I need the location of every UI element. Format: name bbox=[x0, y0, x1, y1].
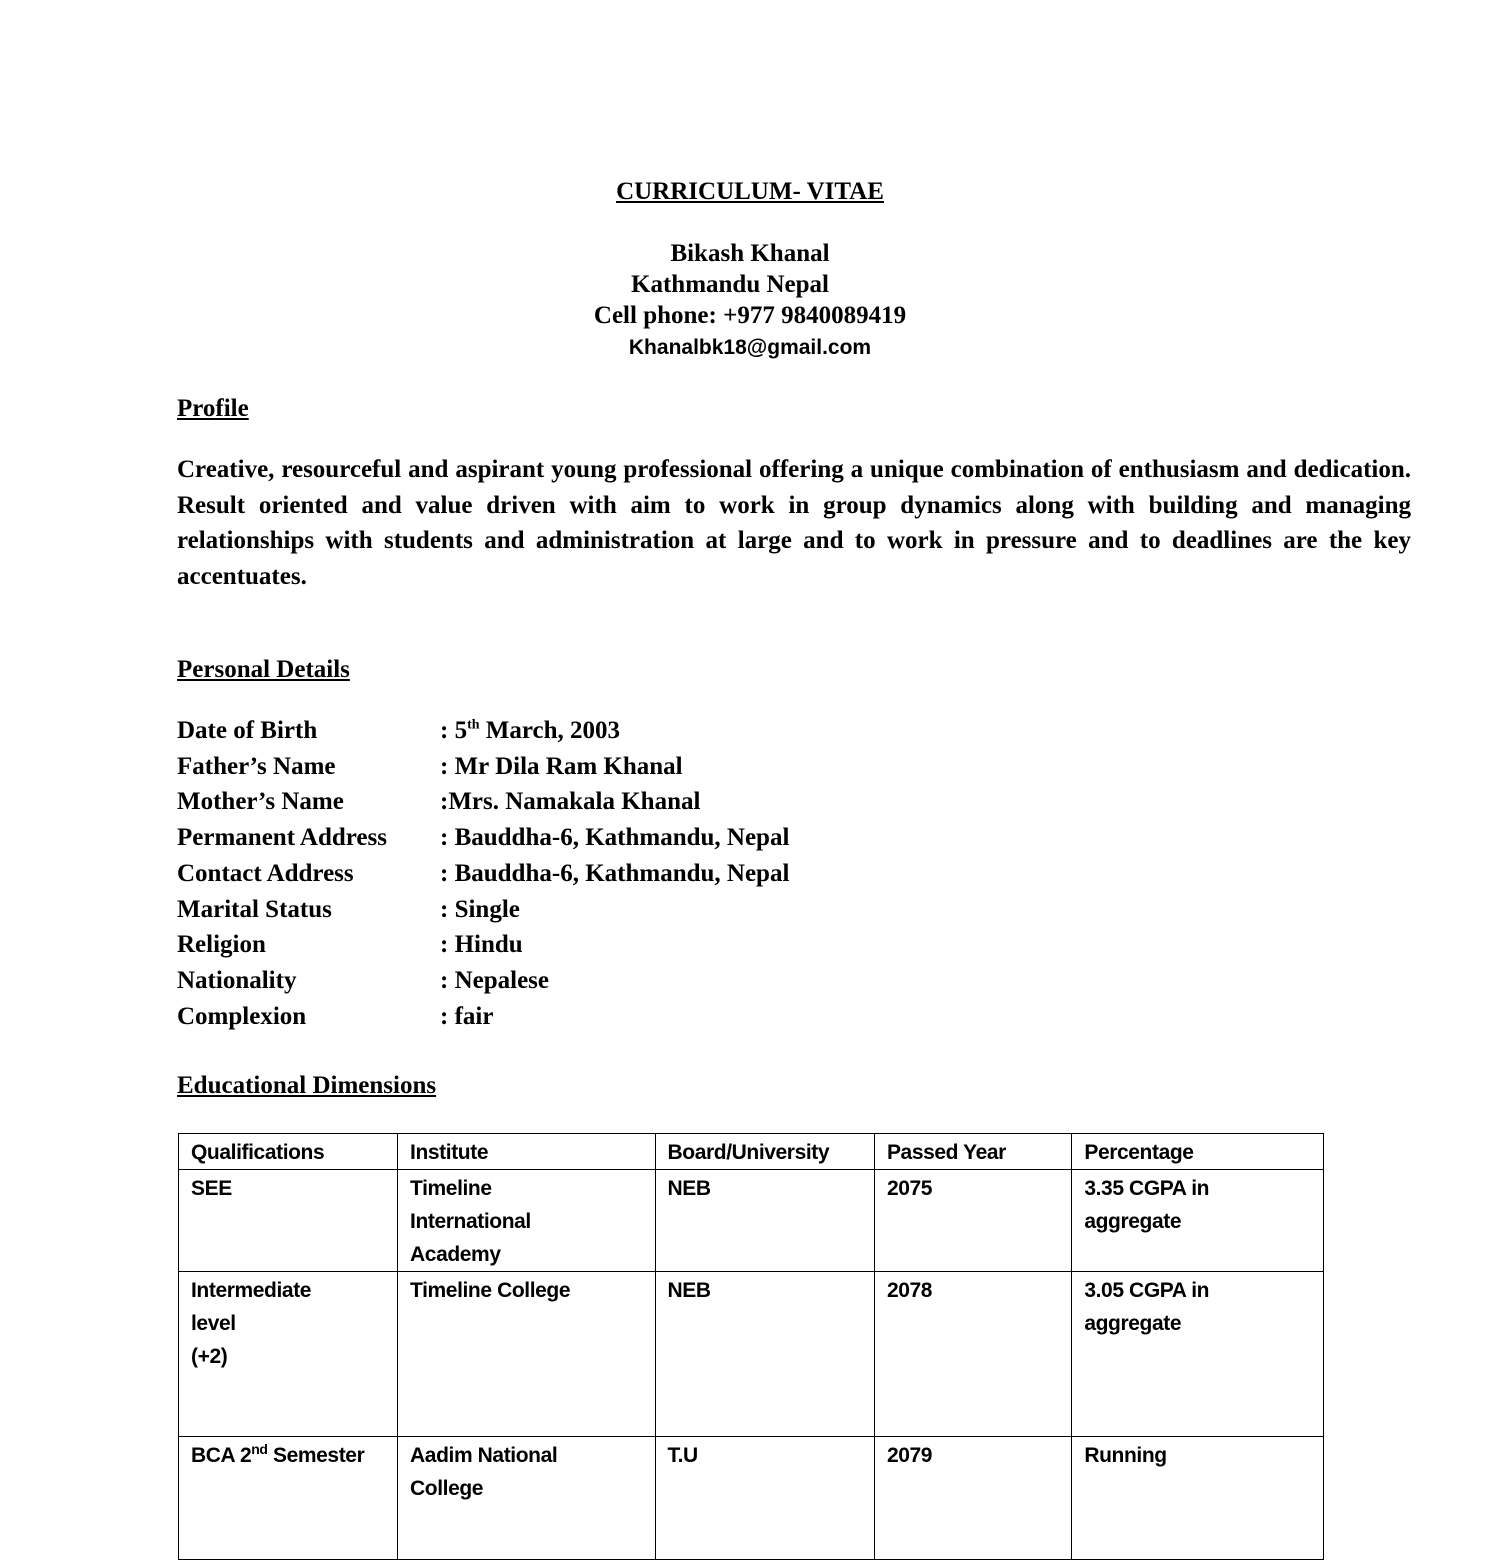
cell-institute: Aadim National College bbox=[398, 1437, 655, 1560]
detail-label: Complexion bbox=[177, 1002, 307, 1030]
document-title: CURRICULUM- VITAE bbox=[616, 178, 884, 205]
cell-qualification: Intermediate level (+2) bbox=[179, 1272, 398, 1437]
cell-year: 2078 bbox=[874, 1272, 1071, 1437]
column-header: Institute bbox=[398, 1134, 655, 1170]
detail-row bbox=[177, 892, 789, 928]
cell-qualification: BCA 2nd Semester bbox=[179, 1437, 398, 1560]
cell-board: NEB bbox=[655, 1170, 874, 1272]
education-table bbox=[178, 1133, 1324, 1560]
detail-label: Contact Address bbox=[177, 859, 354, 887]
detail-row bbox=[177, 963, 789, 999]
candidate-location: Kathmandu Nepal bbox=[631, 271, 829, 298]
detail-label: Date of Birth bbox=[177, 717, 318, 744]
detail-label: Father’s Name bbox=[177, 752, 336, 780]
detail-value: :Mrs. Namakala Khanal bbox=[440, 788, 701, 816]
detail-row-dob bbox=[177, 713, 789, 749]
detail-row bbox=[177, 927, 789, 963]
cell-year: 2079 bbox=[874, 1437, 1071, 1560]
detail-label: Marital Status bbox=[177, 895, 332, 923]
detail-label: Nationality bbox=[177, 966, 297, 994]
detail-value: : 5th March, 2003 bbox=[440, 717, 621, 744]
column-header: Qualifications bbox=[179, 1134, 398, 1170]
cell-qualification: SEE bbox=[179, 1170, 398, 1272]
cell-board: T.U bbox=[655, 1437, 874, 1560]
cell-year: 2075 bbox=[874, 1170, 1071, 1272]
detail-value: : fair bbox=[440, 1002, 494, 1030]
table-row bbox=[179, 1437, 1324, 1560]
detail-value: : Nepalese bbox=[440, 966, 549, 994]
detail-label: Mother’s Name bbox=[177, 788, 344, 816]
personal-details-list bbox=[177, 713, 789, 1034]
detail-value: : Bauddha-6, Kathmandu, Nepal bbox=[440, 859, 790, 887]
candidate-email: Khanalbk18@gmail.com bbox=[628, 336, 872, 359]
candidate-phone: Cell phone: +977 9840089419 bbox=[593, 302, 907, 329]
detail-value: : Hindu bbox=[440, 931, 523, 959]
cell-board: NEB bbox=[655, 1272, 874, 1437]
cell-result: 3.35 CGPA in aggregate bbox=[1072, 1170, 1324, 1272]
column-header: Percentage bbox=[1072, 1134, 1324, 1170]
education-heading: Educational Dimensions bbox=[177, 1072, 437, 1099]
detail-row bbox=[177, 784, 789, 820]
column-header: Board/University bbox=[655, 1134, 874, 1170]
cell-institute: Timeline College bbox=[398, 1272, 655, 1437]
detail-row bbox=[177, 856, 789, 892]
table-header-row bbox=[179, 1134, 1324, 1170]
profile-heading: Profile bbox=[177, 395, 249, 422]
personal-details-heading: Personal Details bbox=[177, 656, 350, 683]
detail-row bbox=[177, 820, 789, 856]
profile-text: Creative, resourceful and aspirant young professional offering a unique combination of enthusiasm and dedication. Result oriented and value driven with aim to work in group dynamics along with building and managing relationships with students and administration at large and to work in pressure and to deadlines are the key accentuates. bbox=[177, 456, 1411, 590]
cell-result: Running bbox=[1072, 1437, 1324, 1560]
detail-row bbox=[177, 999, 789, 1035]
table-row bbox=[179, 1272, 1324, 1437]
cell-result: 3.05 CGPA in aggregate bbox=[1072, 1272, 1324, 1437]
cell-institute: Timeline International Academy bbox=[398, 1170, 655, 1272]
column-header: Passed Year bbox=[874, 1134, 1071, 1170]
detail-value: : Single bbox=[440, 895, 520, 923]
table-row bbox=[179, 1170, 1324, 1272]
detail-label: Permanent Address bbox=[177, 824, 387, 852]
detail-label: Religion bbox=[177, 931, 266, 959]
detail-value: : Bauddha-6, Kathmandu, Nepal bbox=[440, 824, 790, 852]
detail-row bbox=[177, 749, 789, 785]
detail-value: : Mr Dila Ram Khanal bbox=[440, 752, 683, 780]
candidate-name: Bikash Khanal bbox=[670, 240, 830, 267]
